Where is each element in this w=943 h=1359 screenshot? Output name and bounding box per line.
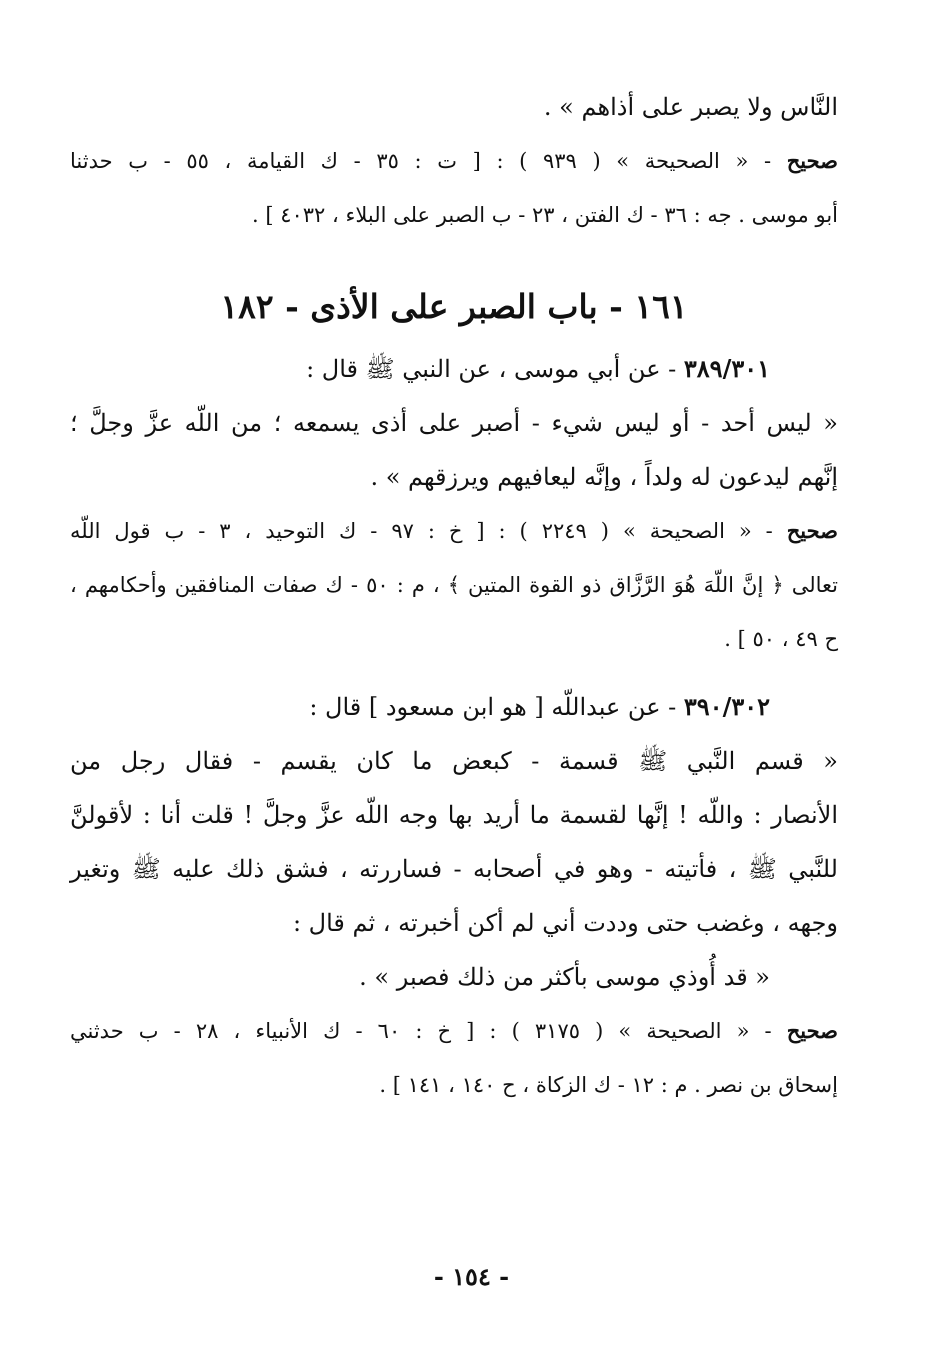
hadith-intro: - عن أبي موسى ، عن النبي ﷺ قال : <box>306 355 684 383</box>
hadith-heading <box>70 680 838 734</box>
grade-line-2: إسحاق بن نصر . م : ١٢ - ك الزكاة ، ح ١٤٠ ، ١٤١ ] . <box>379 1073 838 1097</box>
hadith-text-line: للنَّبي ﷺ ، فأتيته - وهو في أصحابه - فساررته ، فشق ذلك عليه ﷺ وتغير <box>70 855 838 883</box>
grade-text: - « الصحيحة » ( ٢٢٤٩ ) : [ خ : ٩٧ - ك التوحيد ، ٣ - ب قول اللّه <box>70 519 787 543</box>
grade-line-2: تعالى ﴿ إنَّ اللّهَ هُوَ الرَّزَّاق ذو القوة المتين ﴾ ، م : ٥٠ - ك صفات المنافقين وأحكامهم ، <box>70 573 839 597</box>
grade-line-3: ح ٤٩ ، ٥٠ ] . <box>724 627 838 651</box>
hadith-text-line: الأنصار : واللّه ! إنَّها لقسمة ما أريد بها وجه اللّه عزَّ وجلَّ ! قلت أنا : لأقولنَّ <box>70 801 838 829</box>
hadith-text-line: وجهه ، وغضب حتى وددت أني لم أكن أخبرته ، ثم قال : <box>292 909 838 937</box>
hadith-text-line: « قسم النَّبي ﷺ قسمة - كبعض ما كان يقسم - فقال رجل من <box>70 747 838 775</box>
hadith-text-line: « قد أُوذي موسى بأكثر من ذلك فصبر » . <box>359 963 770 991</box>
hadith-heading <box>70 342 838 396</box>
grade-text: - « الصحيحة » ( ٣١٧٥ ) : [ خ : ٦٠ - ك الأنبياء ، ٢٨ - ب حدثني <box>70 1019 787 1043</box>
hadith-text-line: « ليس أحد - أو ليس شيء - أصبر على أذى يسمعه ؛ من اللّه عزَّ وجلَّ ؛ <box>70 409 838 437</box>
hadith-intro: - عن عبداللّه [ هو ابن مسعود ] قال : <box>309 693 684 721</box>
hadith-number: ٣٨٩/٣٠١ <box>683 354 770 383</box>
text-line: النَّاس ولا يصبر على أذاهم » . <box>543 93 838 121</box>
grade-label: صحيح <box>786 148 838 173</box>
grade-line <box>70 134 838 188</box>
hadith-text-line: إنَّهم ليدعون له ولداً ، وإنَّه ليعافيهم ويرزقهم » . <box>370 463 838 491</box>
hadith-number: ٣٩٠/٣٠٢ <box>683 692 770 721</box>
page-number: - ١٥٤ - <box>433 1262 510 1291</box>
grade-line <box>70 1004 838 1058</box>
grade-text: - « الصحيحة » ( ٩٣٩ ) : [ ت : ٣٥ - ك القيامة ، ٥٥ - ب حدثنا <box>70 149 787 173</box>
grade-label: صحيح <box>786 518 839 543</box>
grade-line <box>70 504 838 558</box>
page-body <box>70 80 838 1112</box>
grade-line-2: أبو موسى . جه : ٣٦ - ك الفتن ، ٢٣ - ب الصبر على البلاء ، ٤٠٣٢ ] . <box>251 203 838 227</box>
grade-label: صحيح <box>786 1018 838 1043</box>
chapter-title: ١٦١ - باب الصبر على الأذى - ١٨٢ <box>220 287 688 326</box>
